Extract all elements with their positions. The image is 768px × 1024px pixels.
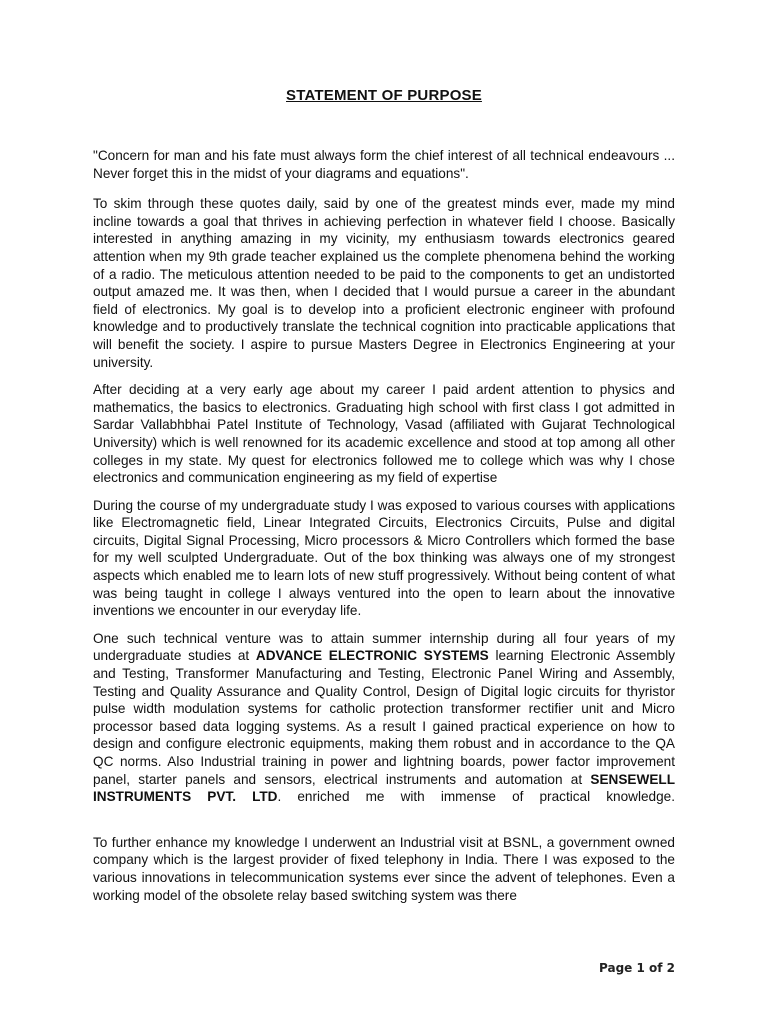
internship-paragraph: [93, 630, 675, 806]
industrial-visit-paragraph: To further enhance my knowledge I underwent an Industrial visit at BSNL, a government owned company which is the largest provider of fixed telephony in India. There I was exposed to the various innovations in telecommunication systems ever since the advent of telephones. Even a working model of the obsolete relay based switching system was there: [93, 834, 675, 903]
document-body: [93, 147, 675, 914]
page-number: Page 1 of 2: [599, 961, 675, 975]
undergraduate-courses-paragraph: During the course of my undergraduate study I was exposed to various courses with applications like Electromagnetic field, Linear Integrated Circuits, Electronics Circuits, Pulse and digital circuits, Digital Signal Processing, Micro processors & Micro Controllers which formed the base for my well sculpted Undergraduate. Out of the box thinking was always one of my strongest aspects which enabled me to learn lots of new stuff progressively. Without being content of what was being taught in college I always ventured into the open to learn about the innovative inventions we encounter in our everyday life.: [93, 497, 675, 619]
page-title: STATEMENT OF PURPOSE: [286, 87, 482, 104]
company-name-sensewell: SENSEWELL INSTRUMENTS PVT. LTD: [93, 771, 675, 805]
internship-text-a: One such technical venture was to attain summer internship during all four years of my undergraduate studies at: [93, 630, 675, 664]
company-name-advance-electronic: ADVANCE ELECTRONIC SYSTEMS: [255, 648, 489, 664]
internship-text-b: learning Electronic Assembly and Testing, Transformer Manufacturing and Testing, Electronic Panel Wiring and Assembly, Testing and Quality Assurance and Quality Control, Design of Digital logic circuits for thyristor pulse width modulation systems for catholic protection transformer rectifier unit and Micro processor based data logging systems. As a result I gained practical experience on how to design and configure electronic equipments, making them robust and in accordance to the QA QC norms. Also Industrial training in power and lightning boards, power factor improvement panel, starter panels and sensors, electrical instruments and automation at: [93, 648, 676, 787]
paragraph-spacer: [93, 816, 675, 834]
motivation-paragraph: To skim through these quotes daily, said by one of the greatest minds ever, made my mind incline towards a goal that thrives in achieving perfection in whatever field I choose. Basically interested in anything amazing in my vicinity, my enthusiasm towards electronics geared attention when my 9th grade teacher explained us the complete phenomena behind the working of a radio. The meticulous attention needed to be paid to the components to get an undistorted output amazed me. It was then, when I decided that I would pursue a career in the abundant field of electronics. My goal is to develop into a proficient electronic engineer with profound knowledge and to productively translate the technical cognition into practicable applications that will benefit the society. I aspire to pursue Masters Degree in Electronics Engineering at your university.: [93, 196, 675, 370]
internship-text-c: . enriched me with immense of practical knowledge.: [277, 789, 675, 805]
opening-quote-paragraph: "Concern for man and his fate must always form the chief interest of all technical endeavours ... Never forget this in the midst of your diagrams and equations".: [93, 148, 675, 181]
education-paragraph: After deciding at a very early age about my career I paid ardent attention to physics and mathematics, the basics to electronics. Graduating high school with first class I got admitted in Sardar Vallabhbhai Patel Institute of Technology, Vasad (affiliated with Gujarat Technological University) which is well renowned for its academic excellence and stood at top among all other colleges in my state. My quest for electronics followed me to college which was why I chose electronics and communication engineering as my field of expertise: [93, 382, 675, 486]
